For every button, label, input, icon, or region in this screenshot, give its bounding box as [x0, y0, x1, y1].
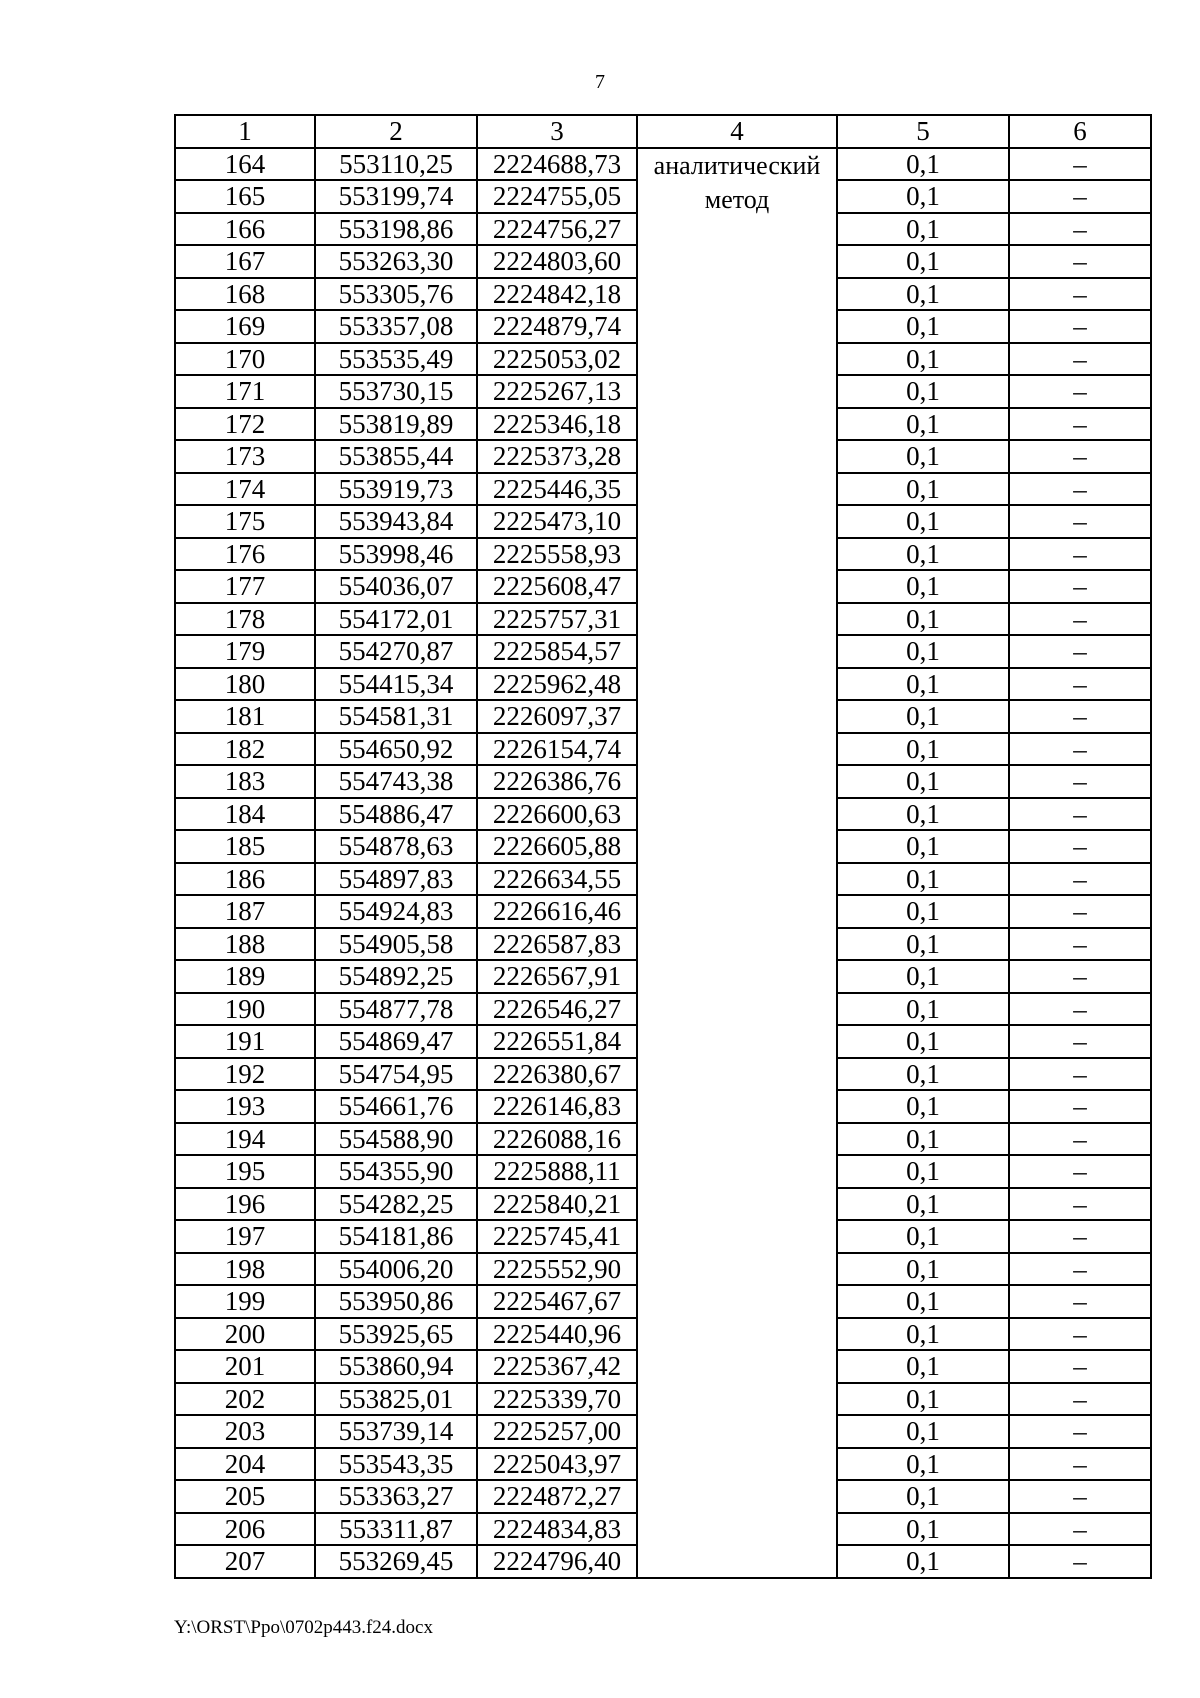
table-cell: 0,1	[837, 830, 1009, 863]
table-cell: 166	[175, 213, 315, 246]
table-cell: 190	[175, 993, 315, 1026]
table-cell: –	[1009, 375, 1151, 408]
table-cell: 167	[175, 245, 315, 278]
table-cell: 2226634,55	[477, 863, 637, 896]
table-cell: 181	[175, 700, 315, 733]
table-cell: 203	[175, 1415, 315, 1448]
table-cell: 554878,63	[315, 830, 477, 863]
table-cell: 553950,86	[315, 1285, 477, 1318]
table-cell: 187	[175, 895, 315, 928]
table-cell: 0,1	[837, 1545, 1009, 1578]
table-cell: –	[1009, 1318, 1151, 1351]
table-cell: 164	[175, 148, 315, 181]
table-cell: –	[1009, 863, 1151, 896]
table-cell: 553855,44	[315, 440, 477, 473]
table-cell: 196	[175, 1188, 315, 1221]
table-cell: 2225552,90	[477, 1253, 637, 1286]
table-cell: –	[1009, 635, 1151, 668]
table-cell: 0,1	[837, 375, 1009, 408]
table-cell: 2225373,28	[477, 440, 637, 473]
table-cell: 0,1	[837, 765, 1009, 798]
table-cell: –	[1009, 180, 1151, 213]
table-cell: 2225440,96	[477, 1318, 637, 1351]
column-header: 1	[175, 115, 315, 148]
table-cell: 0,1	[837, 668, 1009, 701]
table-cell: 2225053,02	[477, 343, 637, 376]
table-header-row	[175, 115, 1151, 148]
table-cell: 554181,86	[315, 1220, 477, 1253]
table-cell: 2226567,91	[477, 960, 637, 993]
table-cell: 188	[175, 928, 315, 961]
table-cell: 553357,08	[315, 310, 477, 343]
table-cell: –	[1009, 343, 1151, 376]
table-cell: 553943,84	[315, 505, 477, 538]
table-cell: 2224842,18	[477, 278, 637, 311]
table-cell: 171	[175, 375, 315, 408]
table-cell: 204	[175, 1448, 315, 1481]
table-cell: –	[1009, 1253, 1151, 1286]
table-cell: –	[1009, 1513, 1151, 1546]
table-cell: 554415,34	[315, 668, 477, 701]
table-cell: –	[1009, 408, 1151, 441]
column-header: 3	[477, 115, 637, 148]
table-cell: 0,1	[837, 343, 1009, 376]
page-number: 7	[595, 71, 605, 93]
table-cell: 2226088,16	[477, 1123, 637, 1156]
table-cell: 170	[175, 343, 315, 376]
table-cell: 0,1	[837, 1318, 1009, 1351]
table-cell: 0,1	[837, 635, 1009, 668]
table-cell: 2226380,67	[477, 1058, 637, 1091]
table-cell: 185	[175, 830, 315, 863]
table-cell: 2225558,93	[477, 538, 637, 571]
table-cell: –	[1009, 440, 1151, 473]
table-cell: –	[1009, 245, 1151, 278]
table-cell: –	[1009, 1220, 1151, 1253]
table-cell: 0,1	[837, 310, 1009, 343]
table-cell: 0,1	[837, 1155, 1009, 1188]
table-cell: 207	[175, 1545, 315, 1578]
table-cell: 198	[175, 1253, 315, 1286]
table-cell: 554588,90	[315, 1123, 477, 1156]
table-cell: 2225267,13	[477, 375, 637, 408]
table-cell: 554886,47	[315, 798, 477, 831]
table-cell: 554282,25	[315, 1188, 477, 1221]
table-cell: 0,1	[837, 1448, 1009, 1481]
table-cell: 553311,87	[315, 1513, 477, 1546]
table-cell: –	[1009, 1448, 1151, 1481]
table-cell: 554650,92	[315, 733, 477, 766]
table-cell: 0,1	[837, 148, 1009, 181]
table-cell: 553263,30	[315, 245, 477, 278]
table-cell: –	[1009, 1285, 1151, 1318]
table-cell: –	[1009, 733, 1151, 766]
table-cell: 553198,86	[315, 213, 477, 246]
table-cell: 200	[175, 1318, 315, 1351]
table-cell: 0,1	[837, 213, 1009, 246]
table-cell: –	[1009, 213, 1151, 246]
table-cell: 2224803,60	[477, 245, 637, 278]
table-cell: 0,1	[837, 1513, 1009, 1546]
table-cell: 2225257,00	[477, 1415, 637, 1448]
table-cell: 0,1	[837, 1220, 1009, 1253]
table-cell: 2225962,48	[477, 668, 637, 701]
table-cell: –	[1009, 1123, 1151, 1156]
table-cell: 0,1	[837, 1285, 1009, 1318]
table-cell: 193	[175, 1090, 315, 1123]
table-cell: –	[1009, 1383, 1151, 1416]
table-cell: 554355,90	[315, 1155, 477, 1188]
column-header: 2	[315, 115, 477, 148]
table-cell: 192	[175, 1058, 315, 1091]
table-cell: –	[1009, 603, 1151, 636]
method-cell: аналитический метод	[637, 148, 837, 1578]
table-cell: 2224872,27	[477, 1480, 637, 1513]
table-cell: 0,1	[837, 1090, 1009, 1123]
table-cell: 554897,83	[315, 863, 477, 896]
table-cell: –	[1009, 765, 1151, 798]
table-cell: –	[1009, 830, 1151, 863]
table-cell: 553363,27	[315, 1480, 477, 1513]
table-cell: 168	[175, 278, 315, 311]
table-cell: –	[1009, 1480, 1151, 1513]
table-cell: –	[1009, 1350, 1151, 1383]
table-cell: 165	[175, 180, 315, 213]
table-cell: 0,1	[837, 408, 1009, 441]
table-cell: 0,1	[837, 505, 1009, 538]
table-cell: 2224834,83	[477, 1513, 637, 1546]
table-cell: 2225608,47	[477, 570, 637, 603]
table-cell: –	[1009, 668, 1151, 701]
table-cell: 553860,94	[315, 1350, 477, 1383]
table-cell: 2226551,84	[477, 1025, 637, 1058]
table-cell: 553305,76	[315, 278, 477, 311]
table-cell: 172	[175, 408, 315, 441]
table-cell: 553739,14	[315, 1415, 477, 1448]
table-cell: 2226605,88	[477, 830, 637, 863]
table-cell: 2226600,63	[477, 798, 637, 831]
table-cell: 0,1	[837, 733, 1009, 766]
table-cell: 0,1	[837, 928, 1009, 961]
table-cell: 553199,74	[315, 180, 477, 213]
table-cell: 554270,87	[315, 635, 477, 668]
table-cell: 554869,47	[315, 1025, 477, 1058]
table-cell: 2225043,97	[477, 1448, 637, 1481]
table-cell: 554036,07	[315, 570, 477, 603]
table-cell: 553543,35	[315, 1448, 477, 1481]
table-cell: 2225757,31	[477, 603, 637, 636]
table-cell: –	[1009, 1025, 1151, 1058]
table-cell: 2225346,18	[477, 408, 637, 441]
table-cell: –	[1009, 1415, 1151, 1448]
table-cell: –	[1009, 960, 1151, 993]
table-cell: 2225339,70	[477, 1383, 637, 1416]
table-cell: 553819,89	[315, 408, 477, 441]
table-cell: 2224688,73	[477, 148, 637, 181]
table-cell: –	[1009, 1188, 1151, 1221]
table-cell: –	[1009, 1090, 1151, 1123]
table-cell: 554581,31	[315, 700, 477, 733]
column-header: 5	[837, 115, 1009, 148]
table-cell: 2225446,35	[477, 473, 637, 506]
table-cell: –	[1009, 993, 1151, 1026]
table-cell: 0,1	[837, 1188, 1009, 1221]
table-cell: 0,1	[837, 863, 1009, 896]
table-cell: 553110,25	[315, 148, 477, 181]
table-cell: 179	[175, 635, 315, 668]
table-cell: 191	[175, 1025, 315, 1058]
table-cell: 553925,65	[315, 1318, 477, 1351]
table-cell: 2225745,41	[477, 1220, 637, 1253]
table-cell: 199	[175, 1285, 315, 1318]
table-cell: 2226154,74	[477, 733, 637, 766]
table-cell: 0,1	[837, 278, 1009, 311]
table-cell: 0,1	[837, 1480, 1009, 1513]
table-cell: 206	[175, 1513, 315, 1546]
table-cell: 554905,58	[315, 928, 477, 961]
table-cell: 553269,45	[315, 1545, 477, 1578]
table-cell: 175	[175, 505, 315, 538]
table-cell: 2225888,11	[477, 1155, 637, 1188]
table-cell: 183	[175, 765, 315, 798]
table-cell: 169	[175, 310, 315, 343]
table-cell: 2226146,83	[477, 1090, 637, 1123]
table-cell: 0,1	[837, 700, 1009, 733]
table-cell: –	[1009, 538, 1151, 571]
table-cell: –	[1009, 798, 1151, 831]
table-cell: –	[1009, 278, 1151, 311]
table-cell: –	[1009, 700, 1151, 733]
table-cell: 554924,83	[315, 895, 477, 928]
table-cell: 180	[175, 668, 315, 701]
table-cell: 2226097,37	[477, 700, 637, 733]
table-cell: 0,1	[837, 440, 1009, 473]
table-cell: –	[1009, 1058, 1151, 1091]
table-cell: 197	[175, 1220, 315, 1253]
table-cell: –	[1009, 1545, 1151, 1578]
table-cell: 0,1	[837, 245, 1009, 278]
table-cell: 2226616,46	[477, 895, 637, 928]
table-cell: 553535,49	[315, 343, 477, 376]
table-cell: 195	[175, 1155, 315, 1188]
table-cell: 554754,95	[315, 1058, 477, 1091]
table-cell: 0,1	[837, 1058, 1009, 1091]
table-cell: 0,1	[837, 1025, 1009, 1058]
table-cell: 176	[175, 538, 315, 571]
table-cell: 0,1	[837, 1350, 1009, 1383]
table-cell: 2224756,27	[477, 213, 637, 246]
table-cell: 0,1	[837, 993, 1009, 1026]
table-cell: 554877,78	[315, 993, 477, 1026]
table-cell: 0,1	[837, 798, 1009, 831]
table-cell: 554006,20	[315, 1253, 477, 1286]
table-cell: –	[1009, 310, 1151, 343]
table-cell: –	[1009, 473, 1151, 506]
table-cell: 184	[175, 798, 315, 831]
table-cell: 0,1	[837, 538, 1009, 571]
table-cell: 554661,76	[315, 1090, 477, 1123]
column-header: 6	[1009, 115, 1151, 148]
table-cell: –	[1009, 928, 1151, 961]
column-header: 4	[637, 115, 837, 148]
table-cell: 0,1	[837, 473, 1009, 506]
table-cell: 0,1	[837, 1253, 1009, 1286]
table-cell: 202	[175, 1383, 315, 1416]
table-row	[175, 148, 1151, 181]
table-cell: 178	[175, 603, 315, 636]
table-cell: 2224796,40	[477, 1545, 637, 1578]
table-cell: 554172,01	[315, 603, 477, 636]
table-cell: 205	[175, 1480, 315, 1513]
table-cell: 554743,38	[315, 765, 477, 798]
table-cell: 0,1	[837, 603, 1009, 636]
table-cell: 2225473,10	[477, 505, 637, 538]
table-cell: –	[1009, 570, 1151, 603]
table-cell: 201	[175, 1350, 315, 1383]
table-cell: 554892,25	[315, 960, 477, 993]
table-cell: 2225467,67	[477, 1285, 637, 1318]
table-cell: 177	[175, 570, 315, 603]
table-cell: 182	[175, 733, 315, 766]
coordinates-table-container	[174, 114, 1150, 1579]
table-cell: –	[1009, 1155, 1151, 1188]
table-cell: 2226386,76	[477, 765, 637, 798]
coordinates-table	[174, 114, 1152, 1579]
table-cell: 2224879,74	[477, 310, 637, 343]
table-cell: 186	[175, 863, 315, 896]
footer-file-path: Y:\ORST\Ppo\0702p443.f24.docx	[174, 1617, 433, 1638]
table-cell: 0,1	[837, 1123, 1009, 1156]
table-cell: 0,1	[837, 180, 1009, 213]
table-cell: 553730,15	[315, 375, 477, 408]
table-cell: 553825,01	[315, 1383, 477, 1416]
table-cell: 2226546,27	[477, 993, 637, 1026]
table-cell: 553998,46	[315, 538, 477, 571]
table-cell: 2225367,42	[477, 1350, 637, 1383]
table-cell: 0,1	[837, 1415, 1009, 1448]
table-body	[175, 148, 1151, 1578]
table-cell: 0,1	[837, 895, 1009, 928]
table-cell: 194	[175, 1123, 315, 1156]
table-cell: 0,1	[837, 960, 1009, 993]
table-cell: 2224755,05	[477, 180, 637, 213]
table-cell: 189	[175, 960, 315, 993]
table-cell: 0,1	[837, 570, 1009, 603]
table-cell: 173	[175, 440, 315, 473]
table-cell: 0,1	[837, 1383, 1009, 1416]
table-cell: 2225854,57	[477, 635, 637, 668]
table-cell: 2226587,83	[477, 928, 637, 961]
table-cell: 553919,73	[315, 473, 477, 506]
table-cell: –	[1009, 505, 1151, 538]
table-cell: –	[1009, 895, 1151, 928]
table-cell: –	[1009, 148, 1151, 181]
table-cell: 174	[175, 473, 315, 506]
table-cell: 2225840,21	[477, 1188, 637, 1221]
